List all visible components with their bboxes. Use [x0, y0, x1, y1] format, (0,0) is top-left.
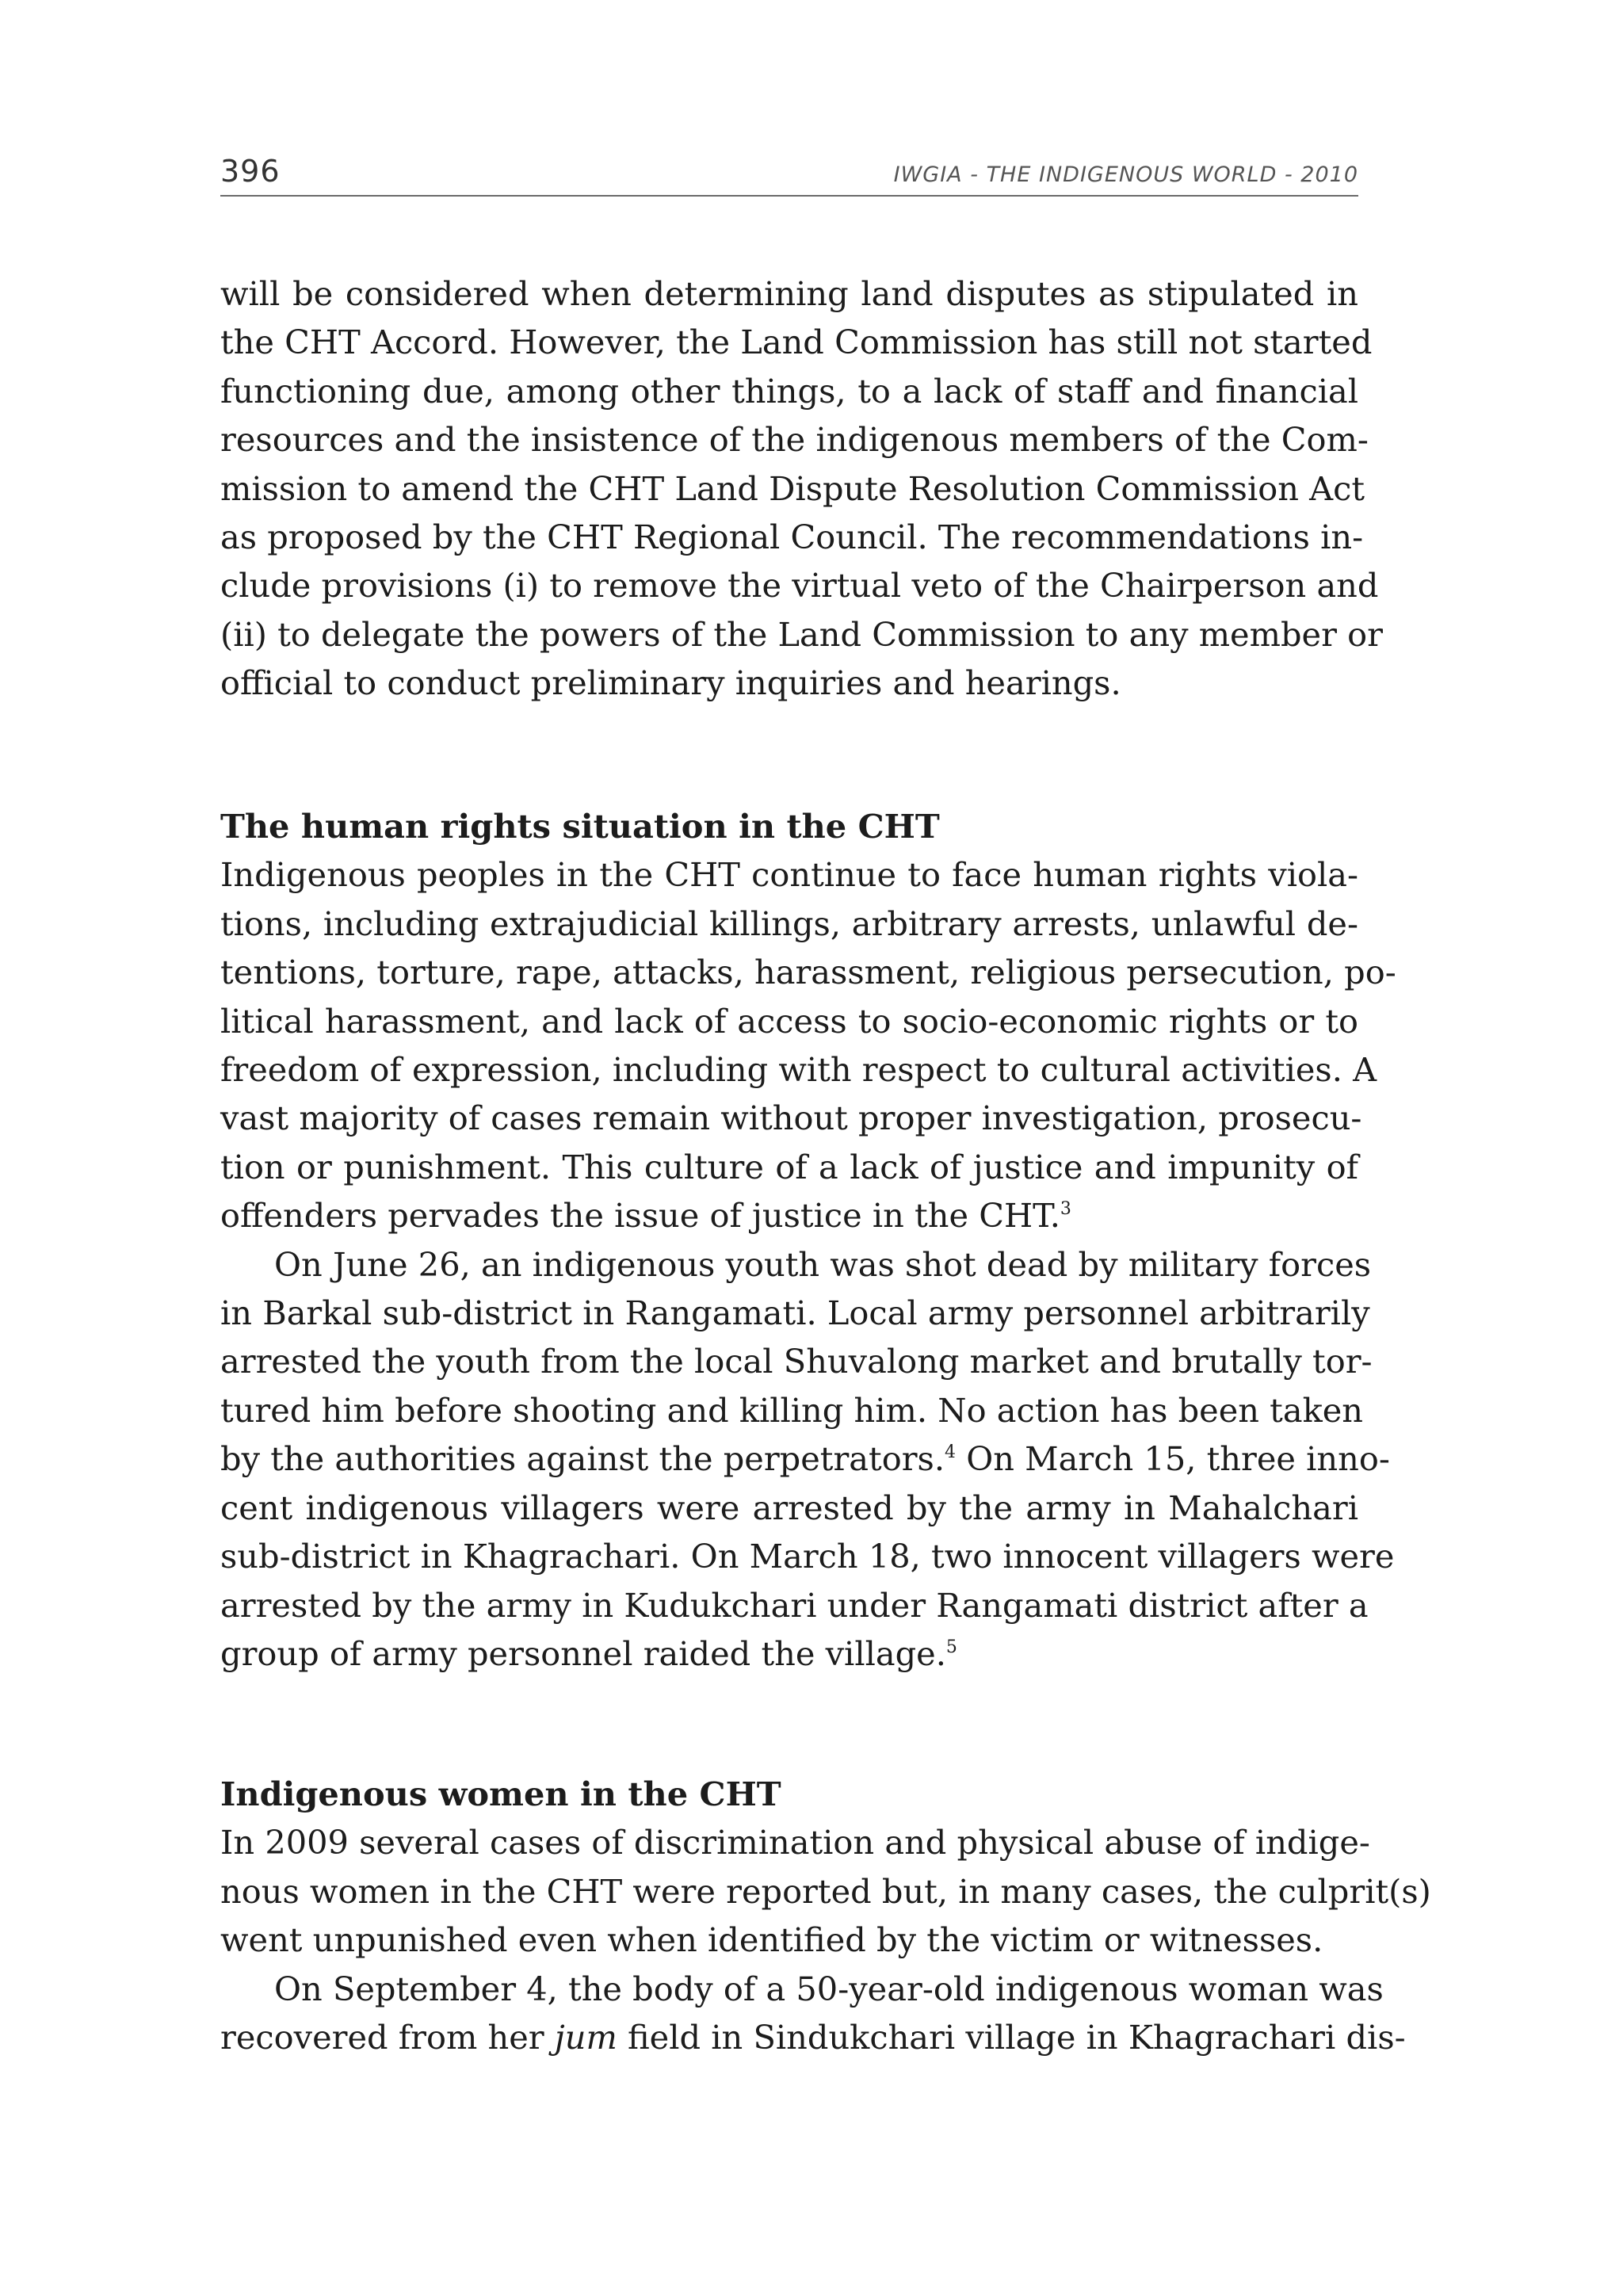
text-line: tions, including extrajudicial killings, arbitrary arrests, unlawful de- [220, 904, 1358, 943]
text-line: the CHT Accord. However, the Land Commission has still not started [220, 323, 1373, 362]
text-line: On June 26, an indigenous youth was shot dead by military forces [274, 1244, 1372, 1284]
text-line: tured him before shooting and killing him. No action has been taken [220, 1390, 1364, 1430]
text-line: functioning due, among other things, to a lack of staff and financial [220, 371, 1358, 411]
text-line: (ii) to delegate the powers of the Land Commission to any member or [220, 614, 1383, 654]
footnote-ref[interactable]: 5 [945, 1637, 957, 1657]
text-line: Indigenous peoples in the CHT continue to face human rights viola- [220, 855, 1358, 895]
section-indigenous-women [220, 1770, 1431, 2061]
text-line [220, 2013, 1406, 2061]
text-line: sub-district in Khagrachari. On March 18, two innocent villagers were [220, 1537, 1395, 1576]
text-line: arrested the youth from the local Shuvalong market and brutally tor- [220, 1342, 1373, 1381]
text-run: On March 15, three inno- [956, 1439, 1390, 1479]
footnote-ref[interactable]: 4 [945, 1442, 957, 1463]
text-run: by the authorities against the perpetrators. [220, 1439, 945, 1479]
text-line: freedom of expression, including with respect to cultural activities. A [220, 1050, 1377, 1090]
text-line: tion or punishment. This culture of a lack of justice and impunity of [220, 1147, 1358, 1186]
text-line: mission to amend the CHT Land Dispute Resolution Commission Act [220, 468, 1365, 508]
text-line: went unpunished even when identified by the victim or witnesses. [220, 1920, 1323, 1960]
section-heading: The human rights situation in the CHT [220, 807, 940, 846]
text-line: vast majority of cases remain without proper investigation, prosecu- [220, 1098, 1362, 1138]
running-title: IWGIA - THE INDIGENOUS WORLD - 2010 [893, 162, 1358, 187]
running-header [220, 151, 1358, 197]
text-line: arrested by the army in Kudukchari under Rangamati district after a [220, 1585, 1369, 1625]
text-line [220, 1629, 1358, 1678]
text-line: official to conduct preliminary inquiries and hearings. [220, 663, 1121, 703]
text-line: clude provisions (i) to remove the virtual veto of the Chairperson and [220, 566, 1379, 606]
text-line [220, 1435, 1390, 1483]
footnote-ref[interactable]: 3 [1060, 1199, 1071, 1220]
intro-paragraph [220, 269, 1383, 708]
text-line: in Barkal sub-district in Rangamati. Local army personnel arbitrarily [220, 1293, 1370, 1333]
text-line: On September 4, the body of a 50-year-old indigenous woman was [274, 1969, 1384, 2008]
text-line: will be considered when determining land disputes as stipulated in [220, 274, 1358, 313]
section-heading: Indigenous women in the CHT [220, 1775, 781, 1813]
text-run: field in Sindukchari village in Khagrachari dis- [617, 2018, 1406, 2057]
text-line: tentions, torture, rape, attacks, harassment, religious persecution, po- [220, 953, 1396, 992]
text-line [220, 1191, 1358, 1240]
italic-term: jum [554, 2018, 617, 2057]
text-line: litical harassment, and lack of access to socio-economic rights or to [220, 1001, 1358, 1041]
section-human-rights [220, 802, 1396, 1678]
text-line: as proposed by the CHT Regional Council. The recommendations in- [220, 518, 1364, 557]
text-line: nous women in the CHT were reported but, in many cases, the culprit(s) [220, 1871, 1431, 1911]
text-line: cent indigenous villagers were arrested by the army in Mahalchari [220, 1488, 1358, 1527]
text-line: In 2009 several cases of discrimination and physical abuse of indige- [220, 1823, 1370, 1862]
text-run: offenders pervades the issue of justice in the CHT. [220, 1196, 1060, 1236]
text-line: resources and the insistence of the indigenous members of the Com- [220, 420, 1369, 460]
page-number: 396 [220, 154, 281, 189]
text-run: group of army personnel raided the village. [220, 1633, 946, 1673]
text-run: recovered from her [220, 2018, 555, 2057]
